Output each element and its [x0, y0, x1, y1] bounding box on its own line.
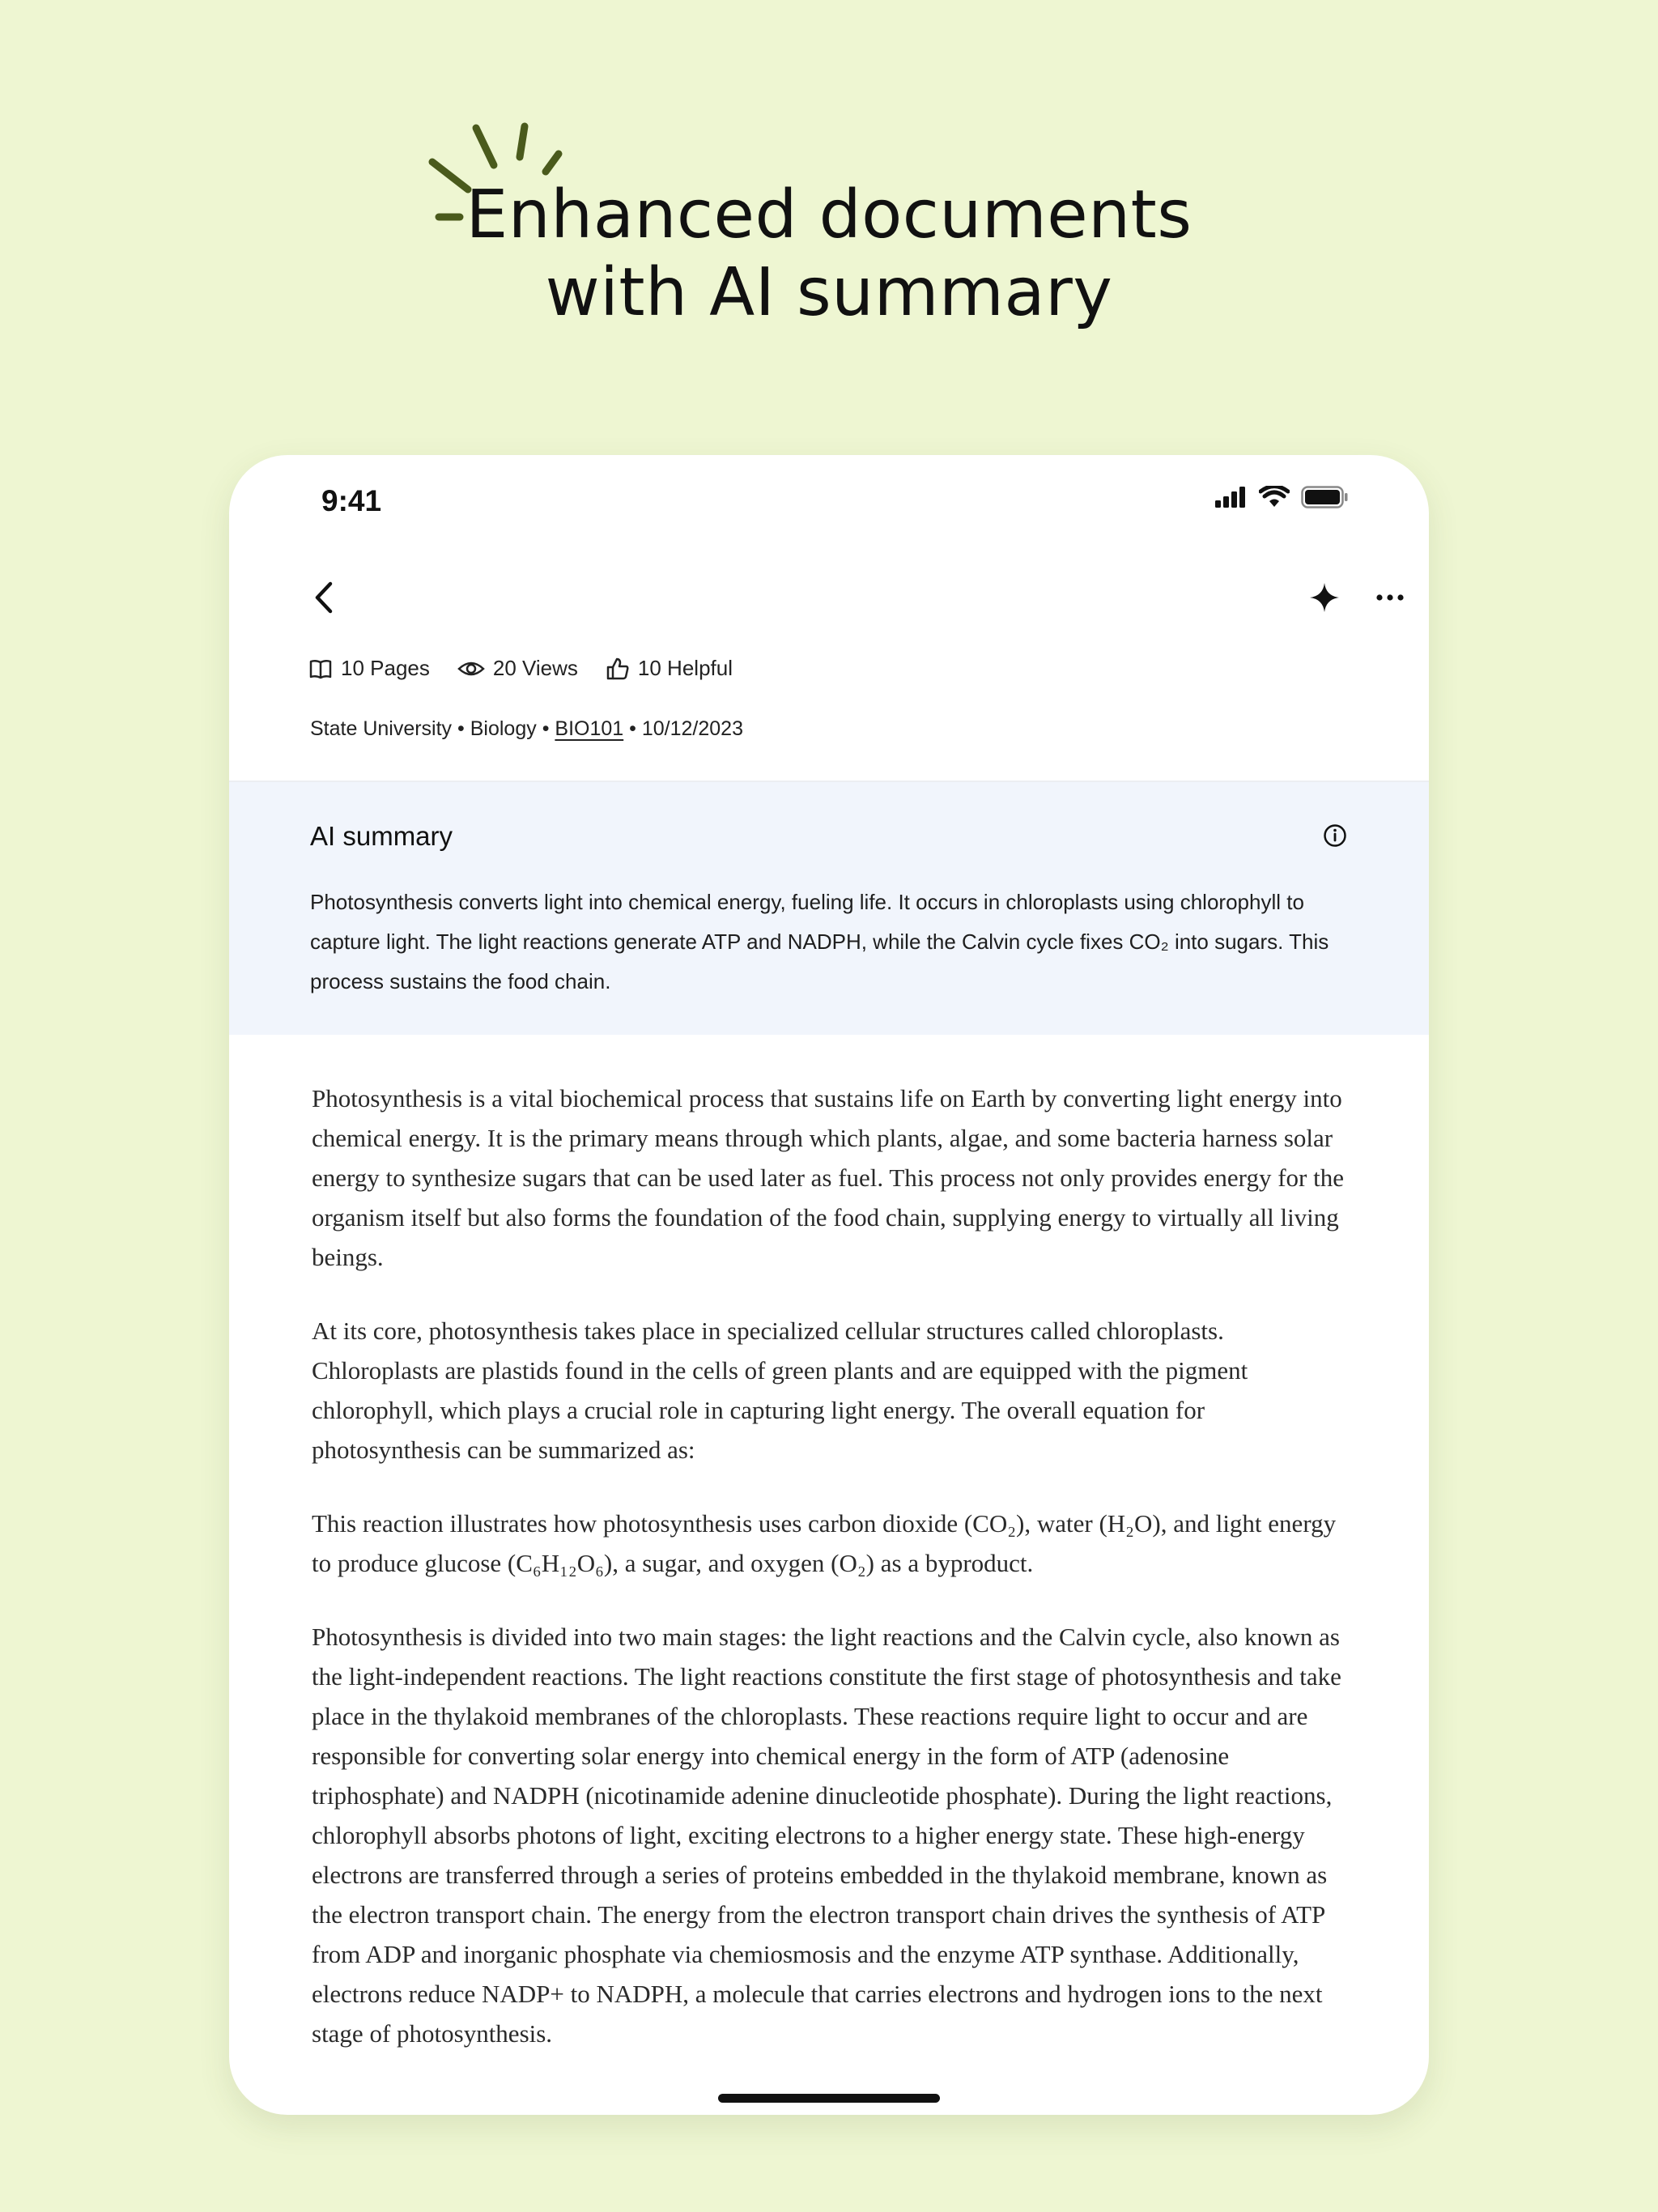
status-icons: [1215, 486, 1348, 508]
document-paragraph: Photosynthesis is a vital biochemical process that sustains life on Earth by converting light energy into chemical energy. It is the primary means through which plants, algae, and some bacteria harness solar energy to synthesize sugars that can be used later as fuel. This process not only provides energy for the organism itself but also forms the foundation of the food chain, supplying energy to virtually all living beings.: [312, 1084, 1344, 1271]
status-bar: [229, 455, 1429, 544]
stat-helpful-label: 10 Helpful: [637, 656, 733, 680]
hero-section: [0, 0, 1658, 421]
ai-summary-button[interactable]: [1295, 568, 1354, 627]
stat-views-label: 20 Views: [492, 656, 578, 680]
document-paragraph: At its core, photosynthesis takes place in specialized cellular structures called chloroplasts. Chloroplasts are plastids found in the cells of green plants and are equipped with the pigment chlorophyll, which plays a crucial role in capturing light energy. The overall equation for photosynthesis can be summarized as:: [312, 1317, 1248, 1464]
meta-separator: •: [542, 717, 550, 740]
book-icon: [308, 657, 333, 680]
more-horizontal-icon: [1375, 593, 1405, 602]
eye-icon: [457, 659, 485, 678]
battery-icon: [1301, 486, 1348, 508]
chevron-left-icon: [312, 581, 337, 615]
meta-separator: •: [629, 717, 636, 740]
meta-date: 10/12/2023: [641, 717, 743, 740]
back-button[interactable]: [295, 568, 354, 627]
hero-title-line-2: with AI summary: [545, 254, 1113, 331]
document-meta: [310, 717, 743, 741]
document-paragraph: This reaction illustrates how photosynthesis uses carbon dioxide (CO₂), water (H₂O), and light energy to produce glucose (C₆H₁₂O₆), a sugar, and oxygen (O₂) as a byproduct.: [312, 1509, 1337, 1577]
hero-title-line-1: Enhanced documents: [466, 177, 1192, 253]
cellular-signal-icon: [1215, 487, 1248, 508]
document-stats: [308, 656, 733, 681]
more-options-button[interactable]: [1361, 568, 1419, 627]
stat-helpful[interactable]: [606, 656, 733, 681]
ai-summary-text: Photosynthesis converts light into chemical energy, fueling life. It occurs in chloroplasts using chlorophyll to capture light. The light reactions generate ATP and NADPH, while the Calvin cycle fixes CO₂ into sugars. This process sustains the food chain.: [310, 890, 1329, 993]
document-body: [312, 1078, 1348, 2087]
meta-subject[interactable]: Biology: [470, 717, 537, 740]
status-time: 9:41: [321, 484, 382, 517]
thumbs-up-icon: [606, 657, 630, 681]
ai-summary-panel: [229, 782, 1429, 1035]
ai-summary-title: AI summary: [310, 821, 453, 851]
meta-separator: •: [457, 717, 465, 740]
meta-university[interactable]: State University: [310, 717, 453, 740]
stat-pages-label: 10 Pages: [341, 656, 430, 680]
info-button[interactable]: [1319, 819, 1351, 852]
meta-course-link[interactable]: BIO101: [555, 717, 624, 740]
device-screen: [229, 455, 1429, 2115]
hero-title: [0, 177, 1658, 332]
info-icon: [1323, 823, 1347, 848]
stat-pages: [308, 656, 430, 681]
stat-views: [457, 656, 578, 681]
home-indicator[interactable]: [718, 2094, 940, 2103]
sparkle-icon: [1308, 581, 1341, 614]
document-paragraph: Photosynthesis is divided into two main stages: the light reactions and the Calvin cycle, also known as the light-independent reactions. The light reactions constitute the first stage of photosynthesis and take place in the thylakoid membranes of the chloroplasts. These reactions require light to occur and are responsible for converting solar energy into chemical energy in the form of ATP (adenosine triphosphate) and NADPH (nicotinamide adenine dinucleotide phosphate). During the light reactions, chlorophyll absorbs photons of light, exciting electrons to a higher energy state. These high-energy electrons are transferred through a series of proteins embedded in the thylakoid membrane, known as the electron transport chain. The energy from the electron transport chain drives the synthesis of ATP from ADP and inorganic phosphate via chemiosmosis and the enzyme ATP synthase. Additionally, electrons reduce NADP+ to NADPH, a molecule that carries electrons and hydrogen ions to the next stage of photosynthesis.: [312, 1623, 1341, 2048]
wifi-icon: [1259, 486, 1290, 508]
